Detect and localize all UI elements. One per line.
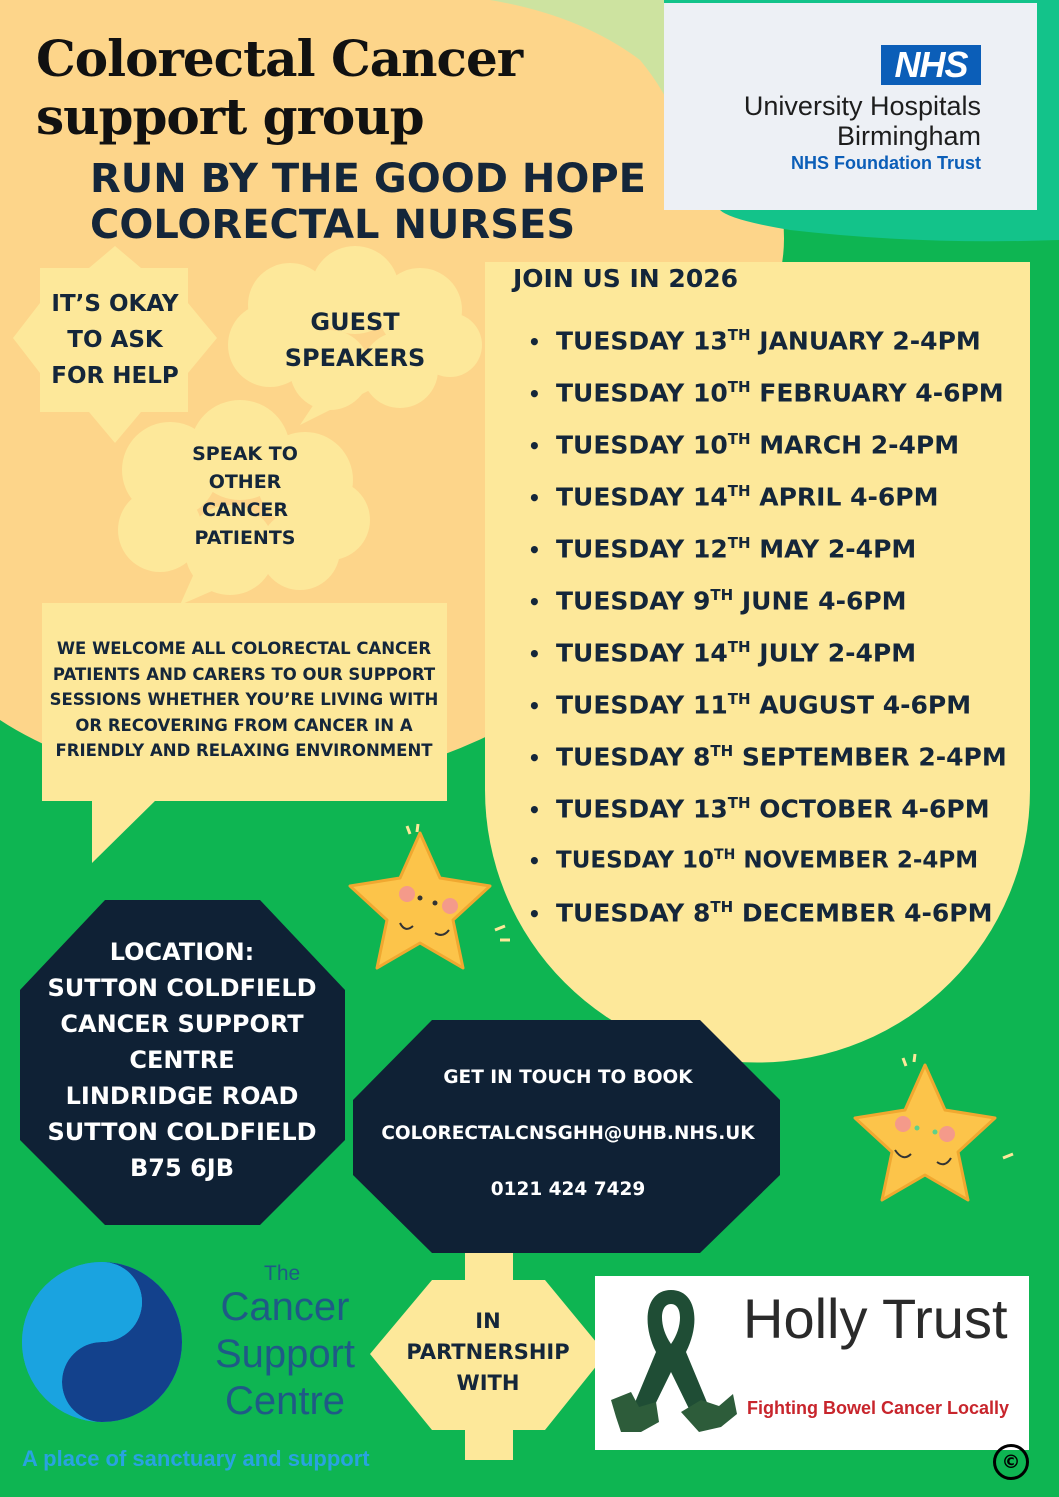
session-day: TUESDAY 11 [556,690,728,720]
welcome-line: FRIENDLY AND RELAXING ENVIRONMENT [55,741,433,760]
session-month-time: NOVEMBER 2-4PM [743,847,979,874]
nhs-org-name: Birmingham [836,121,981,151]
session-item [528,778,1008,830]
session-item [528,830,1008,882]
nhs-org-name: University Hospitals [743,91,981,121]
bubble-line: CANCER [201,499,289,521]
location-line: CENTRE [129,1046,235,1074]
session-month-time: MAY 2-4PM [759,534,917,564]
bullet-icon: • [528,798,541,823]
contact-info [360,1060,776,1228]
session-month-time: SEPTEMBER 2-4PM [741,742,1007,772]
welcome-message [44,636,444,764]
ordinal-suffix: TH [727,430,751,448]
session-day: TUESDAY 8 [556,742,711,772]
bubble-line: GUEST [310,308,400,336]
session-item [528,882,1008,934]
page-title [36,30,522,146]
bullet-icon: • [528,590,541,615]
session-item [528,466,1008,518]
bullet-icon: • [528,382,541,407]
holly-ribbon-icon [601,1282,741,1442]
bubble-line: SPEAKERS [284,344,426,372]
bullet-icon: • [528,746,541,771]
cancer-support-centre-logo-icon [20,1260,185,1425]
partnership-line: PARTNERSHIP [406,1340,570,1364]
bullet-icon: • [528,694,541,719]
session-day: TUESDAY 10 [556,847,715,874]
location-line: LINDRIDGE ROAD [65,1082,299,1110]
welcome-line: WE WELCOME ALL COLORECTAL CANCER [56,639,432,658]
holly-trust-name: Holly Trust [743,1287,1008,1350]
welcome-line: SESSIONS WHETHER YOU’RE LIVING WITH [49,690,439,709]
bubble-line: TO ASK [67,327,163,353]
location-line: SUTTON COLDFIELD [47,974,317,1002]
session-item [528,622,1008,674]
page-subtitle [90,156,646,248]
ordinal-suffix: TH [710,586,734,604]
session-item [528,570,1008,622]
session-day: TUESDAY 13 [556,326,728,356]
ordinal-suffix: TH [727,794,751,812]
contact-email-link[interactable]: COLORECTALCNSGHH@UHB.NHS.UK [381,1123,755,1144]
ordinal-suffix: TH [727,690,751,708]
session-month-time: OCTOBER 4-6PM [759,794,990,824]
copyright-icon: © [993,1444,1029,1480]
session-item [528,310,1008,362]
session-day: TUESDAY 10 [556,378,728,408]
nhs-logo: NHS [881,45,981,85]
bubble-line: PATIENTS [194,527,296,549]
session-day: TUESDAY 14 [556,638,728,668]
csc-name-line: Centre [224,1379,346,1423]
bullet-icon: • [528,848,541,873]
bullet-icon: • [528,902,541,927]
csc-the: The [264,1262,301,1285]
session-day: TUESDAY 13 [556,794,728,824]
ordinal-suffix: TH [727,534,751,552]
ordinal-suffix: TH [714,847,736,863]
welcome-line: PATIENTS AND CARERS TO OUR SUPPORT [52,664,436,684]
csc-name [200,1284,370,1425]
subtitle-line: RUN BY THE GOOD HOPE [90,156,646,202]
schedule-heading: JOIN US IN 2026 [513,264,738,293]
session-month-time: AUGUST 4-6PM [759,690,972,720]
location-line: B75 6JB [130,1154,234,1182]
bubble-okay-to-ask [40,286,190,394]
session-month-time: MARCH 2-4PM [759,430,960,460]
holly-trust-card [595,1276,1029,1450]
nhs-trust-name: NHS Foundation Trust [791,153,981,173]
session-day: TUESDAY 9 [556,586,711,616]
session-item [528,726,1008,778]
title-line: support group [36,87,424,146]
location-line: LOCATION: [109,938,255,966]
bullet-icon: • [528,486,541,511]
star-mascot-icon [845,1050,1020,1210]
session-item [528,674,1008,726]
location-info [42,934,322,1186]
bubble-guest-speakers [270,304,440,376]
session-month-time: DECEMBER 4-6PM [741,898,993,928]
partnership-line: IN [475,1309,501,1333]
nhs-logo-card [664,3,1037,210]
session-day: TUESDAY 14 [556,482,728,512]
location-line: SUTTON COLDFIELD [47,1118,317,1146]
bullet-icon: • [528,642,541,667]
star-mascot-icon [345,818,520,978]
bullet-icon: • [528,330,541,355]
session-item [528,362,1008,414]
location-line: CANCER SUPPORT [60,1010,304,1038]
bubble-line: SPEAK TO [192,443,298,465]
session-day: TUESDAY 12 [556,534,728,564]
bullet-icon: • [528,434,541,459]
ordinal-suffix: TH [727,638,751,656]
bubble-speak-to-patients [170,440,320,552]
bubble-line: OTHER [208,471,282,493]
csc-name-line: Cancer [220,1285,350,1329]
session-month-time: JUNE 4-6PM [741,586,907,616]
session-item [528,518,1008,570]
partnership-line: WITH [456,1371,520,1395]
session-month-time: APRIL 4-6PM [759,482,939,512]
welcome-line: OR RECOVERING FROM CANCER IN A [75,715,413,735]
partnership-label [400,1306,576,1399]
session-month-time: FEBRUARY 4-6PM [759,378,1004,408]
ordinal-suffix: TH [710,742,734,760]
holly-trust-tagline: Fighting Bowel Cancer Locally [747,1398,1010,1418]
title-line: Colorectal Cancer [36,29,523,88]
session-day: TUESDAY 10 [556,430,728,460]
bullet-icon: • [528,538,541,563]
session-item [528,414,1008,466]
ordinal-suffix: TH [727,482,751,500]
ordinal-suffix: TH [727,378,751,396]
ordinal-suffix: TH [727,326,751,344]
session-month-time: JULY 2-4PM [759,638,917,668]
ordinal-suffix: TH [710,898,734,916]
subtitle-line: COLORECTAL NURSES [90,202,576,248]
session-list [528,310,1008,934]
csc-name-line: Support [214,1332,356,1376]
contact-heading: GET IN TOUCH TO BOOK [443,1067,693,1088]
bubble-line: IT’S OKAY [51,291,179,317]
csc-tagline: A place of sanctuary and support [22,1446,370,1471]
bubble-line: FOR HELP [51,363,179,389]
session-month-time: JANUARY 2-4PM [759,326,981,356]
contact-phone-link[interactable]: 0121 424 7429 [490,1179,646,1200]
session-day: TUESDAY 8 [556,898,711,928]
